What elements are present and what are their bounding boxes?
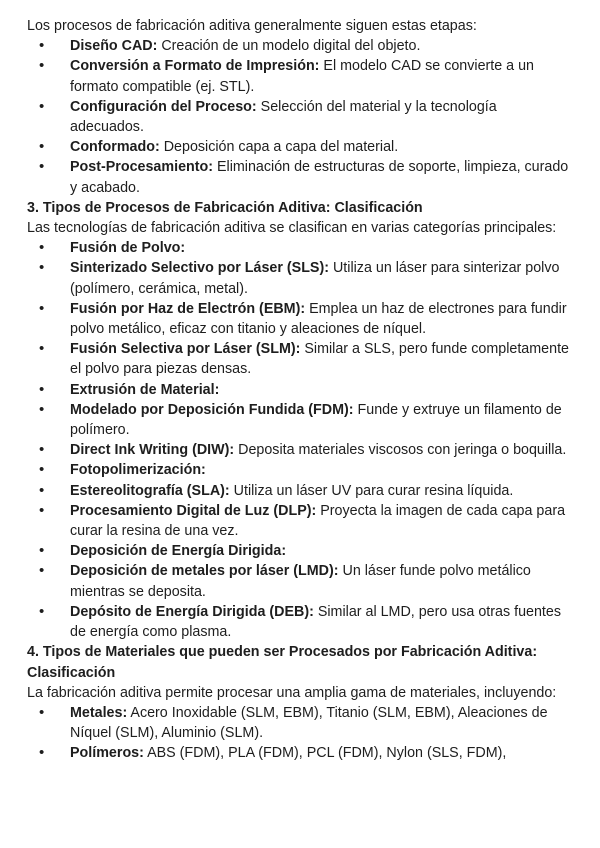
list-item — [27, 137, 574, 157]
list-item-term: Depósito de Energía Dirigida (DEB): — [70, 603, 314, 620]
list-item-term: Sinterizado Selectivo por Láser (SLS): — [70, 260, 329, 277]
list-item — [27, 97, 574, 137]
list-item — [27, 703, 574, 743]
materials-list — [27, 703, 574, 764]
list-item-text: Utiliza un láser UV para curar resina líquida. — [229, 482, 514, 499]
list-item-term: Fusión por Haz de Electrón (EBM): — [70, 300, 306, 317]
list-item-text: ABS (FDM), PLA (FDM), PCL (FDM), Nylon (SLS, FDM), — [143, 745, 507, 762]
list-item — [27, 238, 574, 258]
list-item-term: Procesamiento Digital de Luz (DLP): — [70, 502, 317, 519]
list-item — [27, 743, 574, 763]
list-item-term: Extrusión de Material: — [70, 381, 220, 398]
list-item-term: Diseño CAD: — [70, 38, 158, 55]
list-item — [27, 602, 574, 642]
list-item-text: Funde y extruye un filamento de polímero. — [70, 401, 562, 439]
list-item-term: Deposición de Energía Dirigida: — [70, 543, 287, 560]
list-item-term: Conformado: — [70, 139, 160, 156]
list-item-term: Polímeros: — [70, 745, 144, 762]
process-types-list — [27, 238, 574, 642]
list-item — [27, 157, 574, 197]
section-3-heading: 3. Tipos de Procesos de Fabricación Aditiva: Clasificación — [27, 199, 423, 216]
section-4-heading: 4. Tipos de Materiales que pueden ser Procesados por Fabricación Aditiva: Clasificación — [27, 644, 538, 681]
list-item-term: Fusión Selectiva por Láser (SLM): — [70, 341, 301, 358]
list-item — [27, 501, 574, 541]
list-item-term: Fusión de Polvo: — [70, 240, 186, 257]
list-item-text: Eliminación de estructuras de soporte, limpieza, curado y acabado. — [70, 159, 569, 196]
list-item-text: Acero Inoxidable (SLM, EBM), Titanio (SLM, EBM), Aleaciones de Níquel (SLM), Aluminio (SLM). — [70, 704, 548, 742]
list-item — [27, 56, 574, 96]
list-item — [27, 36, 574, 56]
list-item-text: Similar al LMD, pero usa otras fuentes de energía como plasma. — [70, 603, 561, 641]
list-item-text: El modelo CAD se convierte a un formato compatible (ej. STL). — [70, 58, 535, 95]
list-item-text: Similar a SLS, pero funde completamente el polvo para piezas densas. — [70, 341, 569, 378]
list-item — [27, 299, 574, 339]
list-item-text: Emplea un haz de electrones para fundir polvo metálico, eficaz con titanio y aleaciones de níquel. — [70, 300, 567, 338]
list-item — [27, 460, 574, 480]
stages-list — [27, 36, 574, 198]
list-item-term: Post-Procesamiento: — [70, 159, 214, 176]
section-3-intro: Las tecnologías de fabricación aditiva se clasifican en varias categorías principales: — [27, 220, 557, 237]
list-item-text: Creación de un modelo digital del objeto. — [157, 38, 421, 55]
list-item-term: Conversión a Formato de Impresión: — [70, 58, 320, 75]
list-item-term: Modelado por Deposición Fundida (FDM): — [70, 401, 354, 418]
list-item — [27, 561, 574, 601]
list-item-text: Un láser funde polvo metálico mientras se deposita. — [70, 563, 531, 600]
list-item-term: Direct Ink Writing (DIW): — [70, 442, 235, 459]
list-item-text: Deposición capa a capa del material. — [159, 139, 399, 156]
list-item — [27, 258, 574, 298]
list-item — [27, 440, 574, 460]
list-item-term: Fotopolimerización: — [70, 462, 206, 479]
list-item — [27, 339, 574, 379]
list-item-term: Configuración del Proceso: — [70, 98, 257, 115]
stages-intro: Los procesos de fabricación aditiva generalmente siguen estas etapas: — [27, 18, 477, 34]
list-item-text: Proyecta la imagen de cada capa para curar la resina de una vez. — [70, 502, 566, 540]
section-4-intro: La fabricación aditiva permite procesar una amplia gama de materiales, incluyendo: — [27, 684, 557, 701]
list-item-text: Selección del material y la tecnología adecuados. — [70, 98, 497, 136]
list-item — [27, 400, 574, 440]
list-item — [27, 380, 574, 400]
list-item — [27, 481, 574, 501]
list-item — [27, 541, 574, 561]
list-item-term: Deposición de metales por láser (LMD): — [70, 563, 339, 580]
list-item-term: Metales: — [70, 704, 128, 721]
list-item-text: Utiliza un láser para sinterizar polvo (polímero, cerámica, metal). — [70, 260, 560, 297]
list-item-term: Estereolitografía (SLA): — [70, 482, 230, 499]
list-item-text: Deposita materiales viscosos con jeringa o boquilla. — [234, 442, 567, 459]
